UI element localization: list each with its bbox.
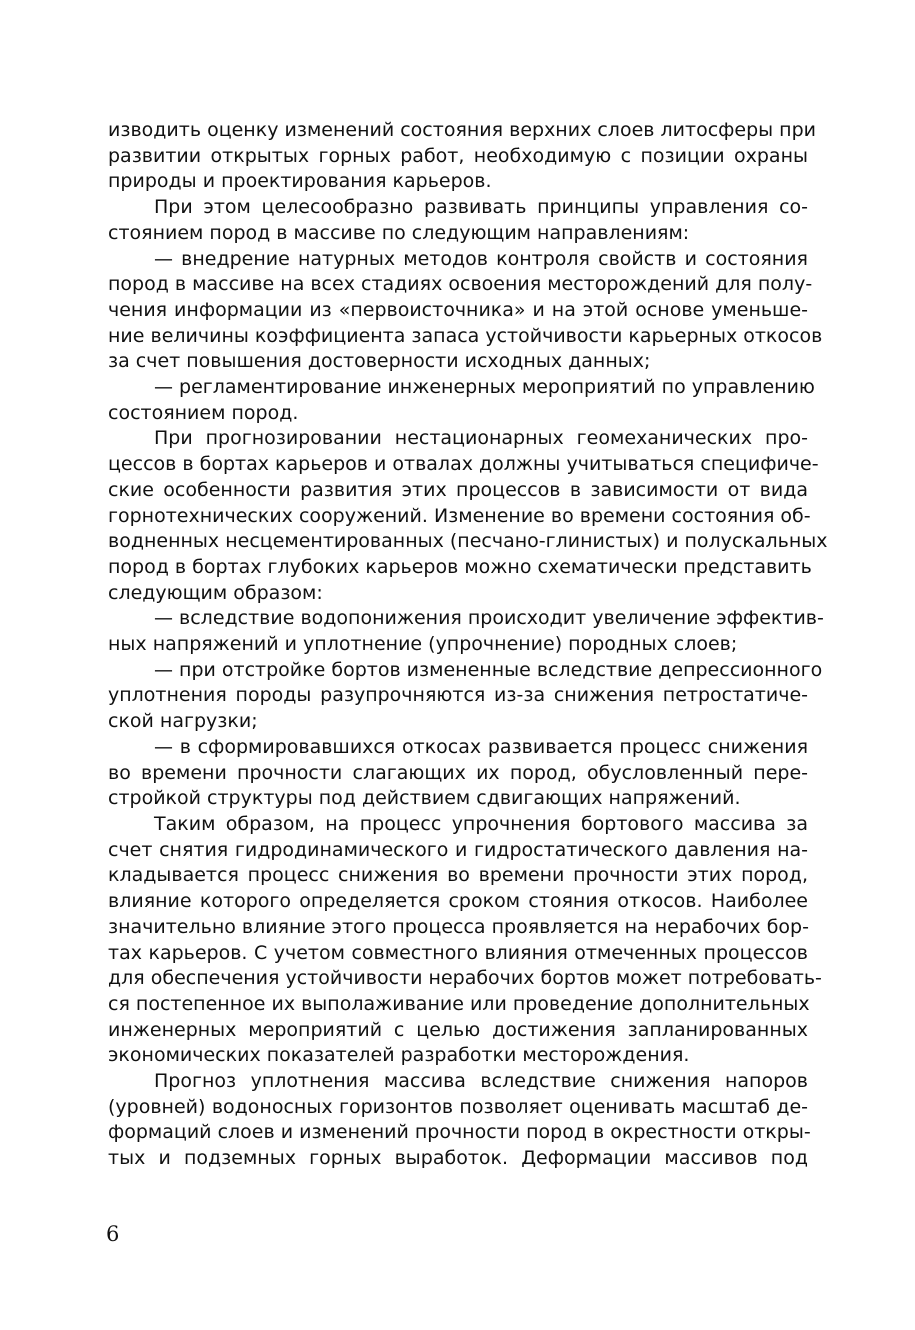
text-line: стоянием пород в массиве по следующим направлениям:	[108, 221, 690, 244]
text-line: для обеспечения устойчивости нерабочих бортов может потребовать-	[108, 967, 822, 990]
text-line: природы и проектирования карьеров.	[108, 170, 492, 193]
text-line: значительно влияние этого процесса проявляется на нерабочих бор-	[108, 915, 809, 938]
text-line: — вследствие водопонижения происходит увеличение эффектив-	[154, 607, 824, 630]
text-line: ных напряжений и уплотнение (упрочнение) породных слоев;	[108, 633, 738, 656]
text-line: чения информации из «первоисточника» и на этой основе уменьше-	[108, 298, 808, 321]
text-line: При прогнозировании нестационарных геомеханических про-	[154, 427, 808, 450]
text-line: развитии открытых горных работ, необходимую с позиции охраны	[108, 144, 808, 167]
text-line: (уровней) водоносных горизонтов позволяет оценивать масштаб де-	[108, 1095, 808, 1118]
text-line: — при отстройке бортов измененные вследствие депрессионного	[154, 658, 823, 681]
text-line: счет снятия гидродинамического и гидростатического давления на-	[108, 838, 808, 861]
text-line: — внедрение натурных методов контроля свойств и состояния	[154, 247, 808, 270]
text-line: ся постепенное их выполаживание или проведение дополнительных	[108, 992, 810, 1015]
text-line: — регламентирование инженерных мероприятий по управлению	[154, 376, 815, 399]
text-line: ские особенности развития этих процессов в зависимости от вида	[108, 478, 808, 501]
text-line: экономических показателей разработки месторождения.	[108, 1044, 690, 1067]
text-line: водненных несцементированных (песчано-глинистых) и полускальных	[108, 530, 828, 553]
text-line: ние величины коэффициента запаса устойчивости карьерных откосов	[108, 324, 823, 347]
text-line: Таким образом, на процесс упрочнения бортового массива за	[154, 812, 808, 835]
text-line: следующим образом:	[108, 581, 323, 604]
page-body-text	[108, 118, 828, 1172]
text-line: тых и подземных горных выработок. Деформации массивов под	[108, 1147, 808, 1170]
text-line: цессов в бортах карьеров и отвалах должны учитываться специфиче-	[108, 453, 819, 476]
text-line: пород в массиве на всех стадиях освоения месторождений для полу-	[108, 273, 813, 296]
text-line: — в сформировавшихся откосах развивается процесс снижения	[154, 735, 808, 758]
text-line: ской нагрузки;	[108, 710, 258, 733]
text-line: за счет повышения достоверности исходных данных;	[108, 350, 651, 373]
text-line: тах карьеров. С учетом совместного влияния отмеченных процессов	[108, 941, 808, 964]
text-line: стройкой структуры под действием сдвигающих напряжений.	[108, 787, 741, 810]
text-line: пород в бортах глубоких карьеров можно схематически представить	[108, 555, 812, 578]
text-line: уплотнения породы разупрочняются из-за снижения петростатиче-	[108, 684, 808, 707]
text-line: во времени прочности слагающих их пород, обусловленный пере-	[108, 761, 808, 784]
page-number: 6	[106, 1222, 120, 1246]
text-line: Прогноз уплотнения массива вследствие снижения напоров	[154, 1070, 808, 1093]
text-line: влияние которого определяется сроком стояния откосов. Наиболее	[108, 890, 808, 913]
text-line: формаций слоев и изменений прочности пород в окрестности откры-	[108, 1121, 811, 1144]
text-line: инженерных мероприятий с целью достижения запланированных	[108, 1018, 808, 1041]
text-line: изводить оценку изменений состояния верхних слоев литосферы при	[108, 119, 817, 141]
text-line: горнотехнических сооружений. Изменение во времени состояния об-	[108, 504, 811, 527]
text-line: состоянием пород.	[108, 401, 299, 424]
text-line: При этом целесообразно развивать принципы управления со-	[154, 196, 808, 219]
text-line: кладывается процесс снижения во времени прочности этих пород,	[108, 864, 808, 887]
